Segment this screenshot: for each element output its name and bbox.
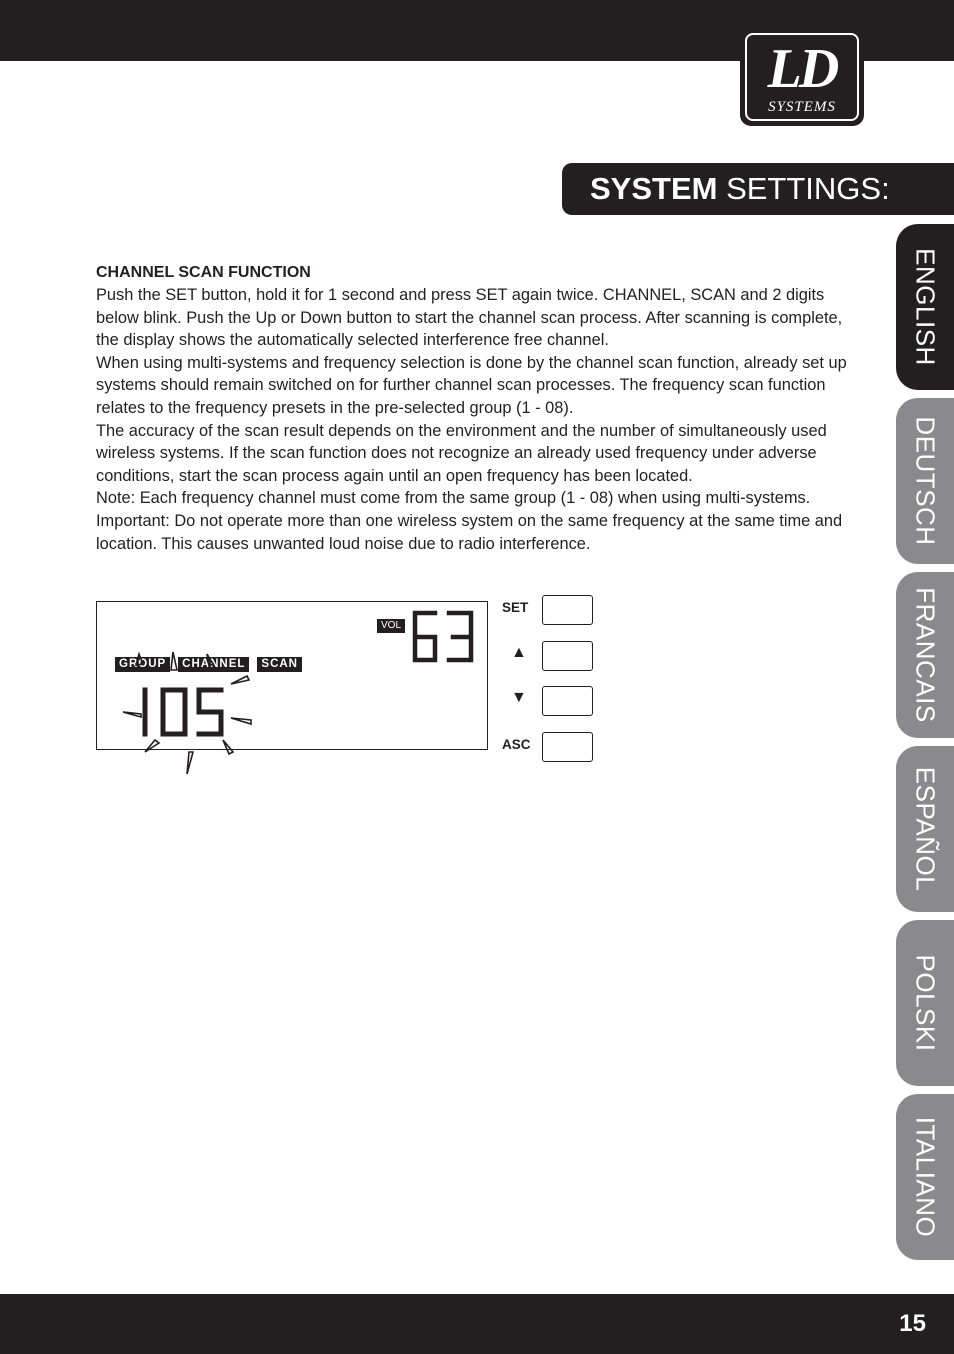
down-button[interactable]	[542, 686, 593, 716]
asc-key-row	[500, 732, 596, 762]
up-arrow-icon: ▲	[511, 644, 527, 661]
group-label: GROUP	[115, 657, 170, 672]
tab-espanol[interactable]	[896, 746, 954, 912]
tab-english-label: ENGLISH	[910, 248, 941, 366]
logo-border	[745, 33, 859, 121]
bottom-bar	[0, 1294, 954, 1354]
section-heading: CHANNEL SCAN FUNCTION	[96, 264, 311, 281]
tab-espanol-label: ESPAÑOL	[910, 766, 941, 892]
up-button[interactable]	[542, 641, 593, 671]
tab-deutsch-label: DEUTSCH	[910, 416, 941, 546]
tab-polski[interactable]	[896, 920, 954, 1086]
lcd-display	[96, 601, 488, 750]
channel-digits	[123, 642, 263, 742]
volume-digits	[409, 608, 479, 666]
set-key-label: SET	[502, 600, 529, 615]
set-key-row	[500, 595, 596, 625]
tab-italiano[interactable]	[896, 1094, 954, 1260]
page-title-bold: SYSTEM	[590, 171, 718, 206]
up-key-row	[500, 641, 596, 671]
ld-systems-logo	[740, 28, 864, 126]
set-button[interactable]	[542, 595, 593, 625]
down-arrow-icon: ▼	[511, 689, 527, 706]
vol-label: VOL	[377, 619, 405, 633]
tab-francais-label: FRANCAIS	[910, 587, 941, 723]
tab-francais[interactable]	[896, 572, 954, 738]
down-key-row	[500, 686, 596, 716]
tab-polski-label: POLSKI	[910, 954, 941, 1052]
channel-label: CHANNEL	[178, 657, 249, 672]
page-title	[590, 171, 890, 207]
tab-english[interactable]	[896, 224, 954, 390]
logo-ld-text: LD	[767, 38, 837, 100]
page-title-bar	[562, 163, 954, 215]
page-number: 15	[899, 1310, 926, 1337]
logo-systems-text: SYSTEMS	[768, 99, 836, 115]
section-body: Push the SET button, hold it for 1 second and press SET again twice. CHANNEL, SCAN and 2 digits below blink. Push the Up or Down button to start the channel scan process. After scanning is complete, the display shows the automatically selected interference free channel. When using multi-systems and frequency selection is done by the channel scan function, already set up systems should remain switched on for further channel scan processes. The frequency scan function relates to the frequency presets in the pre-selected group (1 - 08). The accuracy of the scan result depends on the environment and the number of simultaneously used wireless systems. If the scan function does not recognize an already used frequency under adverse conditions, start the scan process again until an open frequency has been located. Note: Each frequency channel must come from the same group (1 - 08) when using multi-systems. Important: Do not operate more than one wireless system on the same frequency at the same time and location. This causes unwanted loud noise due to radio interference.	[96, 286, 847, 553]
tab-deutsch[interactable]	[896, 398, 954, 564]
scan-label: SCAN	[257, 657, 302, 672]
asc-key-label: ASC	[502, 737, 531, 752]
tab-italiano-label: ITALIANO	[910, 1116, 941, 1238]
section-content	[96, 262, 866, 555]
page-title-rest: SETTINGS:	[717, 171, 890, 206]
asc-button[interactable]	[542, 732, 593, 762]
